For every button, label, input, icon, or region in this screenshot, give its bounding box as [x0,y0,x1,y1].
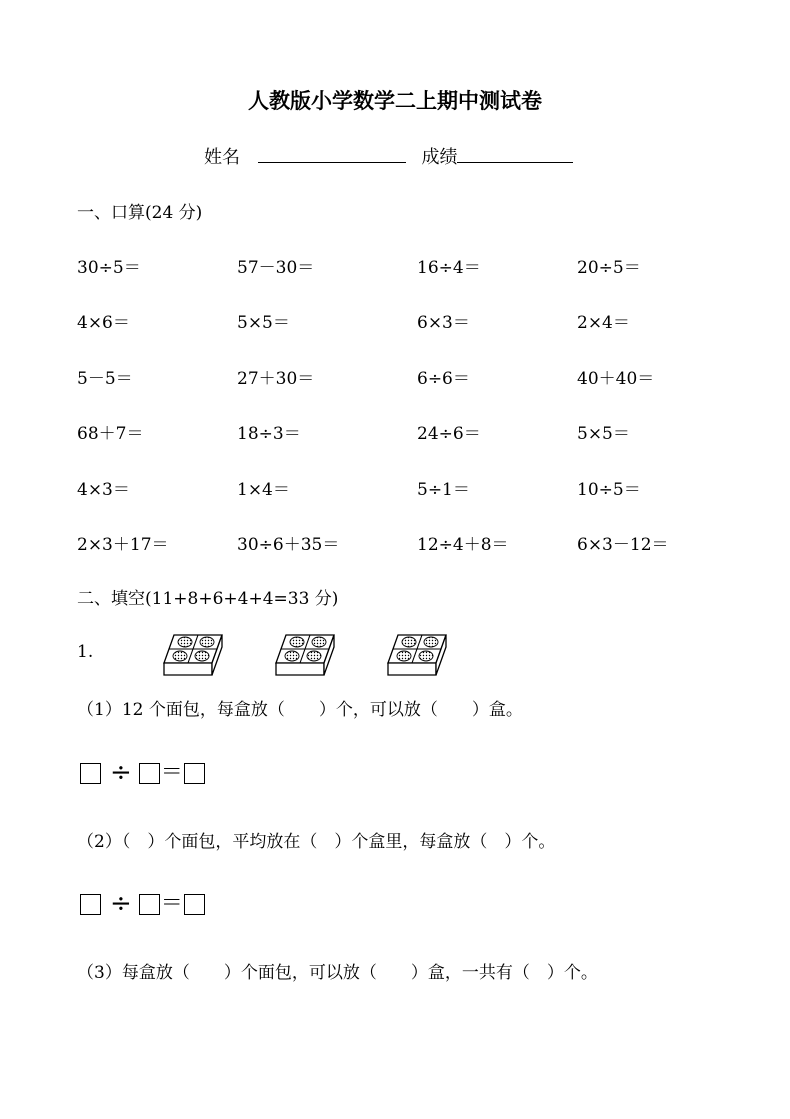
answer-box[interactable] [184,763,205,784]
problem-cell: 18÷3＝ [237,424,301,444]
student-info-row [204,143,573,169]
answer-box[interactable] [184,894,205,915]
name-label: 姓名 [204,147,240,168]
score-label: 成绩 [421,147,458,168]
section2-heading: 二、填空(11+8+6+4+4=33 分) [77,589,339,609]
problem-cell: 27＋30＝ [237,369,315,389]
problem-cell: 5×5＝ [577,424,630,444]
section1-heading: 一、口算(24 分) [77,203,203,223]
problem-cell: 10÷5＝ [577,480,641,500]
problem-cell: 5×5＝ [237,313,290,333]
problem-cell: 12÷4＋8＝ [417,535,509,555]
bread-box-icon [162,633,224,677]
problem-cell: 40＋40＝ [577,369,655,389]
answer-box[interactable] [80,763,101,784]
answer-box[interactable] [139,763,160,784]
problem-cell: 2×4＝ [577,313,630,333]
problem-cell: 30÷6＋35＝ [237,535,340,555]
problem-cell: 5－5＝ [77,369,133,389]
page-title: 人教版小学数学二上期中测试卷 [248,88,542,113]
question-1-3: （3）每盒放（ ）个面包，可以放（ ）盒，一共有（ ）个。 [77,963,598,983]
problem-cell: 6×3＝ [417,313,470,333]
problem-cell: 4×3＝ [77,480,130,500]
bread-box-icon [274,633,336,677]
answer-box[interactable] [80,894,101,915]
score-field[interactable] [457,146,573,163]
divide-sign: ÷ [110,889,132,919]
problem-cell: 5÷1＝ [417,480,470,500]
question-1-1: （1）12 个面包，每盒放（ ）个，可以放（ ）盒。 [77,700,523,720]
question-1-2: （2）（ ）个面包，平均放在（ ）个盒里，每盒放（ ）个。 [77,832,556,852]
problem-cell: 6÷6＝ [417,369,470,389]
problem-cell: 30÷5＝ [77,258,141,278]
problem-cell: 57－30＝ [237,258,315,278]
problem-cell: 24÷6＝ [417,424,481,444]
equation-row-2 [80,891,205,917]
equals-sign: ＝ [160,760,183,785]
equation-row-1 [80,760,205,786]
problem-cell: 2×3＋17＝ [77,535,169,555]
problem-cell: 20÷5＝ [577,258,641,278]
answer-box[interactable] [139,894,160,915]
question-1-label: 1. [77,642,94,662]
bread-box-icon [386,633,448,677]
problem-cell: 4×6＝ [77,313,130,333]
problem-cell: 16÷4＝ [417,258,481,278]
name-field[interactable] [258,146,406,163]
problem-cell: 1×4＝ [237,480,290,500]
equals-sign: ＝ [160,891,183,916]
divide-sign: ÷ [110,758,132,788]
problem-cell: 6×3－12＝ [577,535,669,555]
problem-cell: 68＋7＝ [77,424,144,444]
